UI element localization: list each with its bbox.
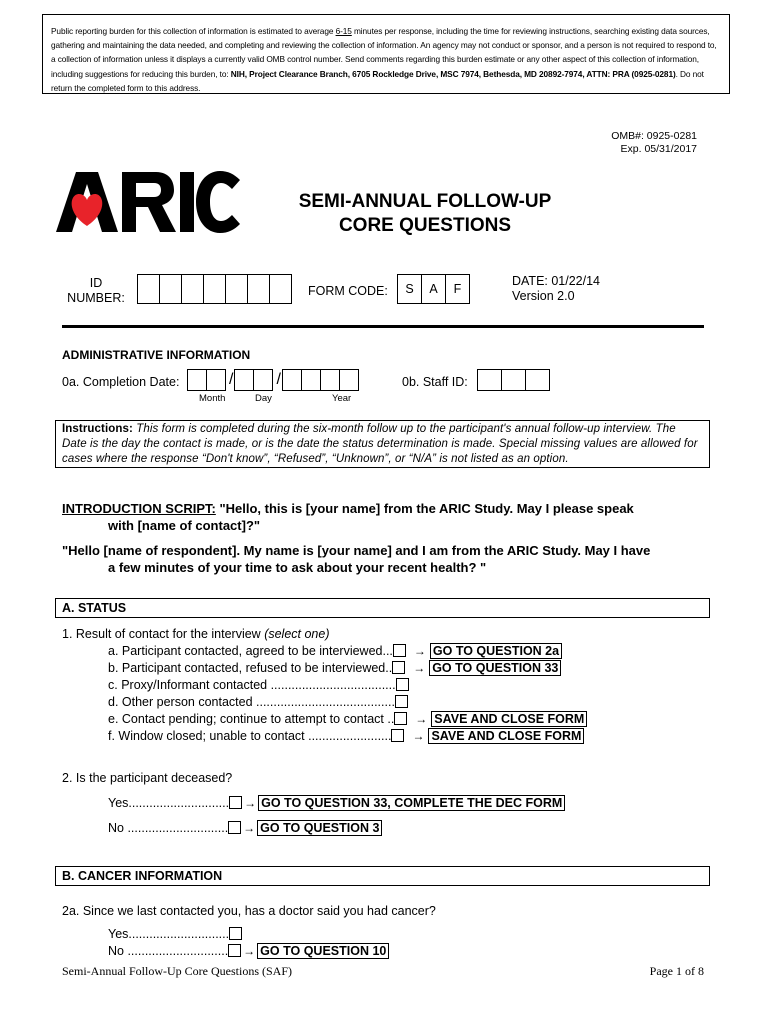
intro-script-line1: "Hello, this is [your name] from the ARIC Study. May I please speak [215, 501, 634, 516]
id-digit-box[interactable] [159, 274, 182, 304]
form-code-letter: F [445, 274, 470, 304]
option-text: Yes............................. [108, 796, 230, 810]
id-label-line2: NUMBER: [67, 291, 125, 305]
q1-text: 1. Result of contact for the interview [62, 627, 265, 641]
arrow-right-icon: → [413, 661, 426, 675]
option-text: e. Contact pending; continue to attempt to contact .. [108, 712, 395, 726]
intro-script-2 [62, 542, 650, 576]
section-b-header: B. CANCER INFORMATION [55, 866, 710, 886]
instructions-label: Instructions: [62, 423, 133, 435]
option-text: b. Participant contacted, refused to be interviewed.. [108, 661, 393, 675]
year-caption: Year [332, 393, 352, 404]
header-divider [62, 325, 704, 328]
option-text: d. Other person contacted ........................................ [108, 695, 395, 709]
aric-logo-graphic [56, 170, 240, 234]
staff-id-boxes[interactable] [478, 369, 550, 391]
staff-id-box[interactable] [477, 369, 502, 391]
skip-instruction: SAVE AND CLOSE FORM [431, 711, 587, 727]
question-2a-label: 2a. Since we last contacted you, has a doctor said you had cancer? [62, 904, 436, 918]
q1-option-d[interactable] [108, 694, 587, 711]
checkbox[interactable] [394, 712, 407, 725]
footer-form-name: Semi-Annual Follow-Up Core Questions (SAF) [62, 964, 292, 978]
checkbox[interactable] [228, 944, 241, 957]
id-number-boxes[interactable] [138, 274, 292, 304]
checkbox[interactable] [391, 729, 404, 742]
month-box[interactable] [187, 369, 207, 391]
checkbox[interactable] [396, 678, 409, 691]
skip-instruction: GO TO QUESTION 3 [257, 820, 382, 836]
intro-script-1 [62, 500, 634, 534]
q1-option-a[interactable] [108, 643, 587, 660]
form-code-letter: S [397, 274, 422, 304]
q1-option-f[interactable] [108, 728, 587, 745]
q2a-yes-option[interactable] [108, 926, 242, 943]
year-box[interactable] [320, 369, 340, 391]
checkbox[interactable] [229, 927, 242, 940]
title-line-1: SEMI-ANNUAL FOLLOW-UP [298, 191, 552, 212]
q2-no-option[interactable] [108, 820, 382, 837]
question-1-label [62, 626, 330, 643]
section-a-header: A. STATUS [55, 598, 710, 618]
arrow-right-icon: → [243, 821, 256, 835]
date-slash: / [229, 371, 234, 388]
instructions-text: This form is completed during the six-month follow up to the participant's annual follow-up interview. The Date is the day the contact is made, or is the date the status determination is made. Special missing values are allowed for cases where the response “Don't know”, “Refused”, “Unknown”, or “N/A” is not listed as an option. [62, 423, 698, 465]
instructions-box [55, 420, 710, 468]
form-date: DATE: 01/22/14 [512, 274, 601, 288]
checkbox[interactable] [393, 644, 406, 657]
q2-yes-option[interactable] [108, 795, 565, 812]
form-date-version [512, 274, 600, 304]
omb-expiration: Exp. 05/31/2017 [620, 143, 697, 155]
burden-address: NIH, Project Clearance Branch, 6705 Rockledge Drive, MSC 7974, Bethesda, MD 20892-7974, ATTN: PRA (0925-0281) [230, 68, 676, 79]
arrow-right-icon: → [412, 729, 425, 743]
burden-minutes: 6-15 [335, 26, 352, 36]
q2a-no-option[interactable] [108, 943, 389, 960]
form-code-boxes [398, 274, 470, 304]
id-digit-box[interactable] [203, 274, 226, 304]
completion-date-boxes[interactable] [188, 369, 359, 391]
id-digit-box[interactable] [269, 274, 292, 304]
omb-number: OMB#: 0925-0281 [611, 130, 697, 142]
day-box[interactable] [253, 369, 273, 391]
omb-info [611, 130, 697, 156]
staff-id-box[interactable] [525, 369, 550, 391]
aric-logo [56, 170, 240, 234]
date-slash: / [276, 371, 281, 388]
burden-text-3: . Do not return the completed form to this address. [51, 68, 704, 93]
skip-instruction: GO TO QUESTION 10 [257, 943, 389, 959]
arrow-right-icon: → [413, 644, 426, 658]
option-text: a. Participant contacted, agreed to be interviewed... [108, 644, 393, 658]
heart-icon [72, 194, 103, 226]
form-code-label: FORM CODE: [308, 284, 388, 298]
checkbox[interactable] [392, 661, 405, 674]
staff-id-label: 0b. Staff ID: [402, 375, 468, 389]
option-text: No ............................. [108, 944, 229, 958]
completion-date-label: 0a. Completion Date: [62, 375, 180, 389]
day-box[interactable] [234, 369, 254, 391]
q1-option-b[interactable] [108, 660, 587, 677]
question-2-label: 2. Is the participant deceased? [62, 771, 233, 785]
form-code-letter: A [421, 274, 446, 304]
footer-page-number: Page 1 of 8 [649, 964, 704, 978]
burden-text: Public reporting burden for this collection of information is estimated to average [51, 26, 336, 36]
skip-instruction: GO TO QUESTION 2a [430, 643, 562, 659]
option-text: c. Proxy/Informant contacted .................................... [108, 678, 396, 692]
year-box[interactable] [301, 369, 321, 391]
checkbox[interactable] [395, 695, 408, 708]
intro-script-line1b: with [name of contact]?" [108, 518, 261, 533]
option-text: f. Window closed; unable to contact ........................ [108, 729, 392, 743]
q1-options [108, 643, 587, 745]
id-number-label [66, 276, 126, 306]
arrow-right-icon: → [415, 712, 428, 726]
arrow-right-icon: → [243, 944, 256, 958]
q1-option-e[interactable] [108, 711, 587, 728]
form-title [260, 190, 590, 238]
burden-statement [42, 14, 730, 94]
checkbox[interactable] [229, 796, 242, 809]
id-digit-box[interactable] [225, 274, 248, 304]
month-box[interactable] [206, 369, 226, 391]
q1-note: (select one) [264, 627, 330, 641]
intro-script-line2: "Hello [name of respondent]. My name is [your name] and I am from the ARIC Study. May I have [62, 543, 651, 558]
id-label-line1: ID [89, 276, 103, 290]
day-caption: Day [255, 393, 272, 404]
month-group[interactable] [188, 369, 226, 391]
year-box[interactable] [339, 369, 359, 391]
skip-instruction: GO TO QUESTION 33, COMPLETE THE DEC FORM [258, 795, 565, 811]
option-text: Yes............................. [108, 927, 230, 941]
id-digit-box[interactable] [181, 274, 204, 304]
title-line-2: CORE QUESTIONS [338, 215, 512, 236]
option-text: No ............................. [108, 821, 229, 835]
intro-script-line2b: a few minutes of your time to ask about your recent health? " [108, 560, 487, 575]
intro-script-label: INTRODUCTION SCRIPT: [62, 501, 216, 516]
q1-option-c[interactable] [108, 677, 587, 694]
skip-instruction: SAVE AND CLOSE FORM [428, 728, 584, 744]
form-version: Version 2.0 [512, 289, 575, 303]
id-digit-box[interactable] [137, 274, 160, 304]
id-digit-box[interactable] [247, 274, 270, 304]
staff-id-box[interactable] [501, 369, 526, 391]
checkbox[interactable] [228, 821, 241, 834]
arrow-right-icon: → [244, 796, 257, 810]
month-caption: Month [199, 393, 226, 404]
skip-instruction: GO TO QUESTION 33 [429, 660, 561, 676]
admin-heading: ADMINISTRATIVE INFORMATION [62, 348, 251, 362]
year-box[interactable] [282, 369, 302, 391]
burden-text-2: minutes per response, including the time for reviewing instructions, searching existing data sources, gathering and maintaining the data needed, and completing and reviewing the collection of information. An agency may not conduct or sponsor, and a person is not required to respond to, a collection of information unless it displays a currently valid OMB control number. Send comments regarding this burden estimate or any other aspect of this collection of information, including suggestions for reducing this burden, to: [51, 26, 717, 79]
